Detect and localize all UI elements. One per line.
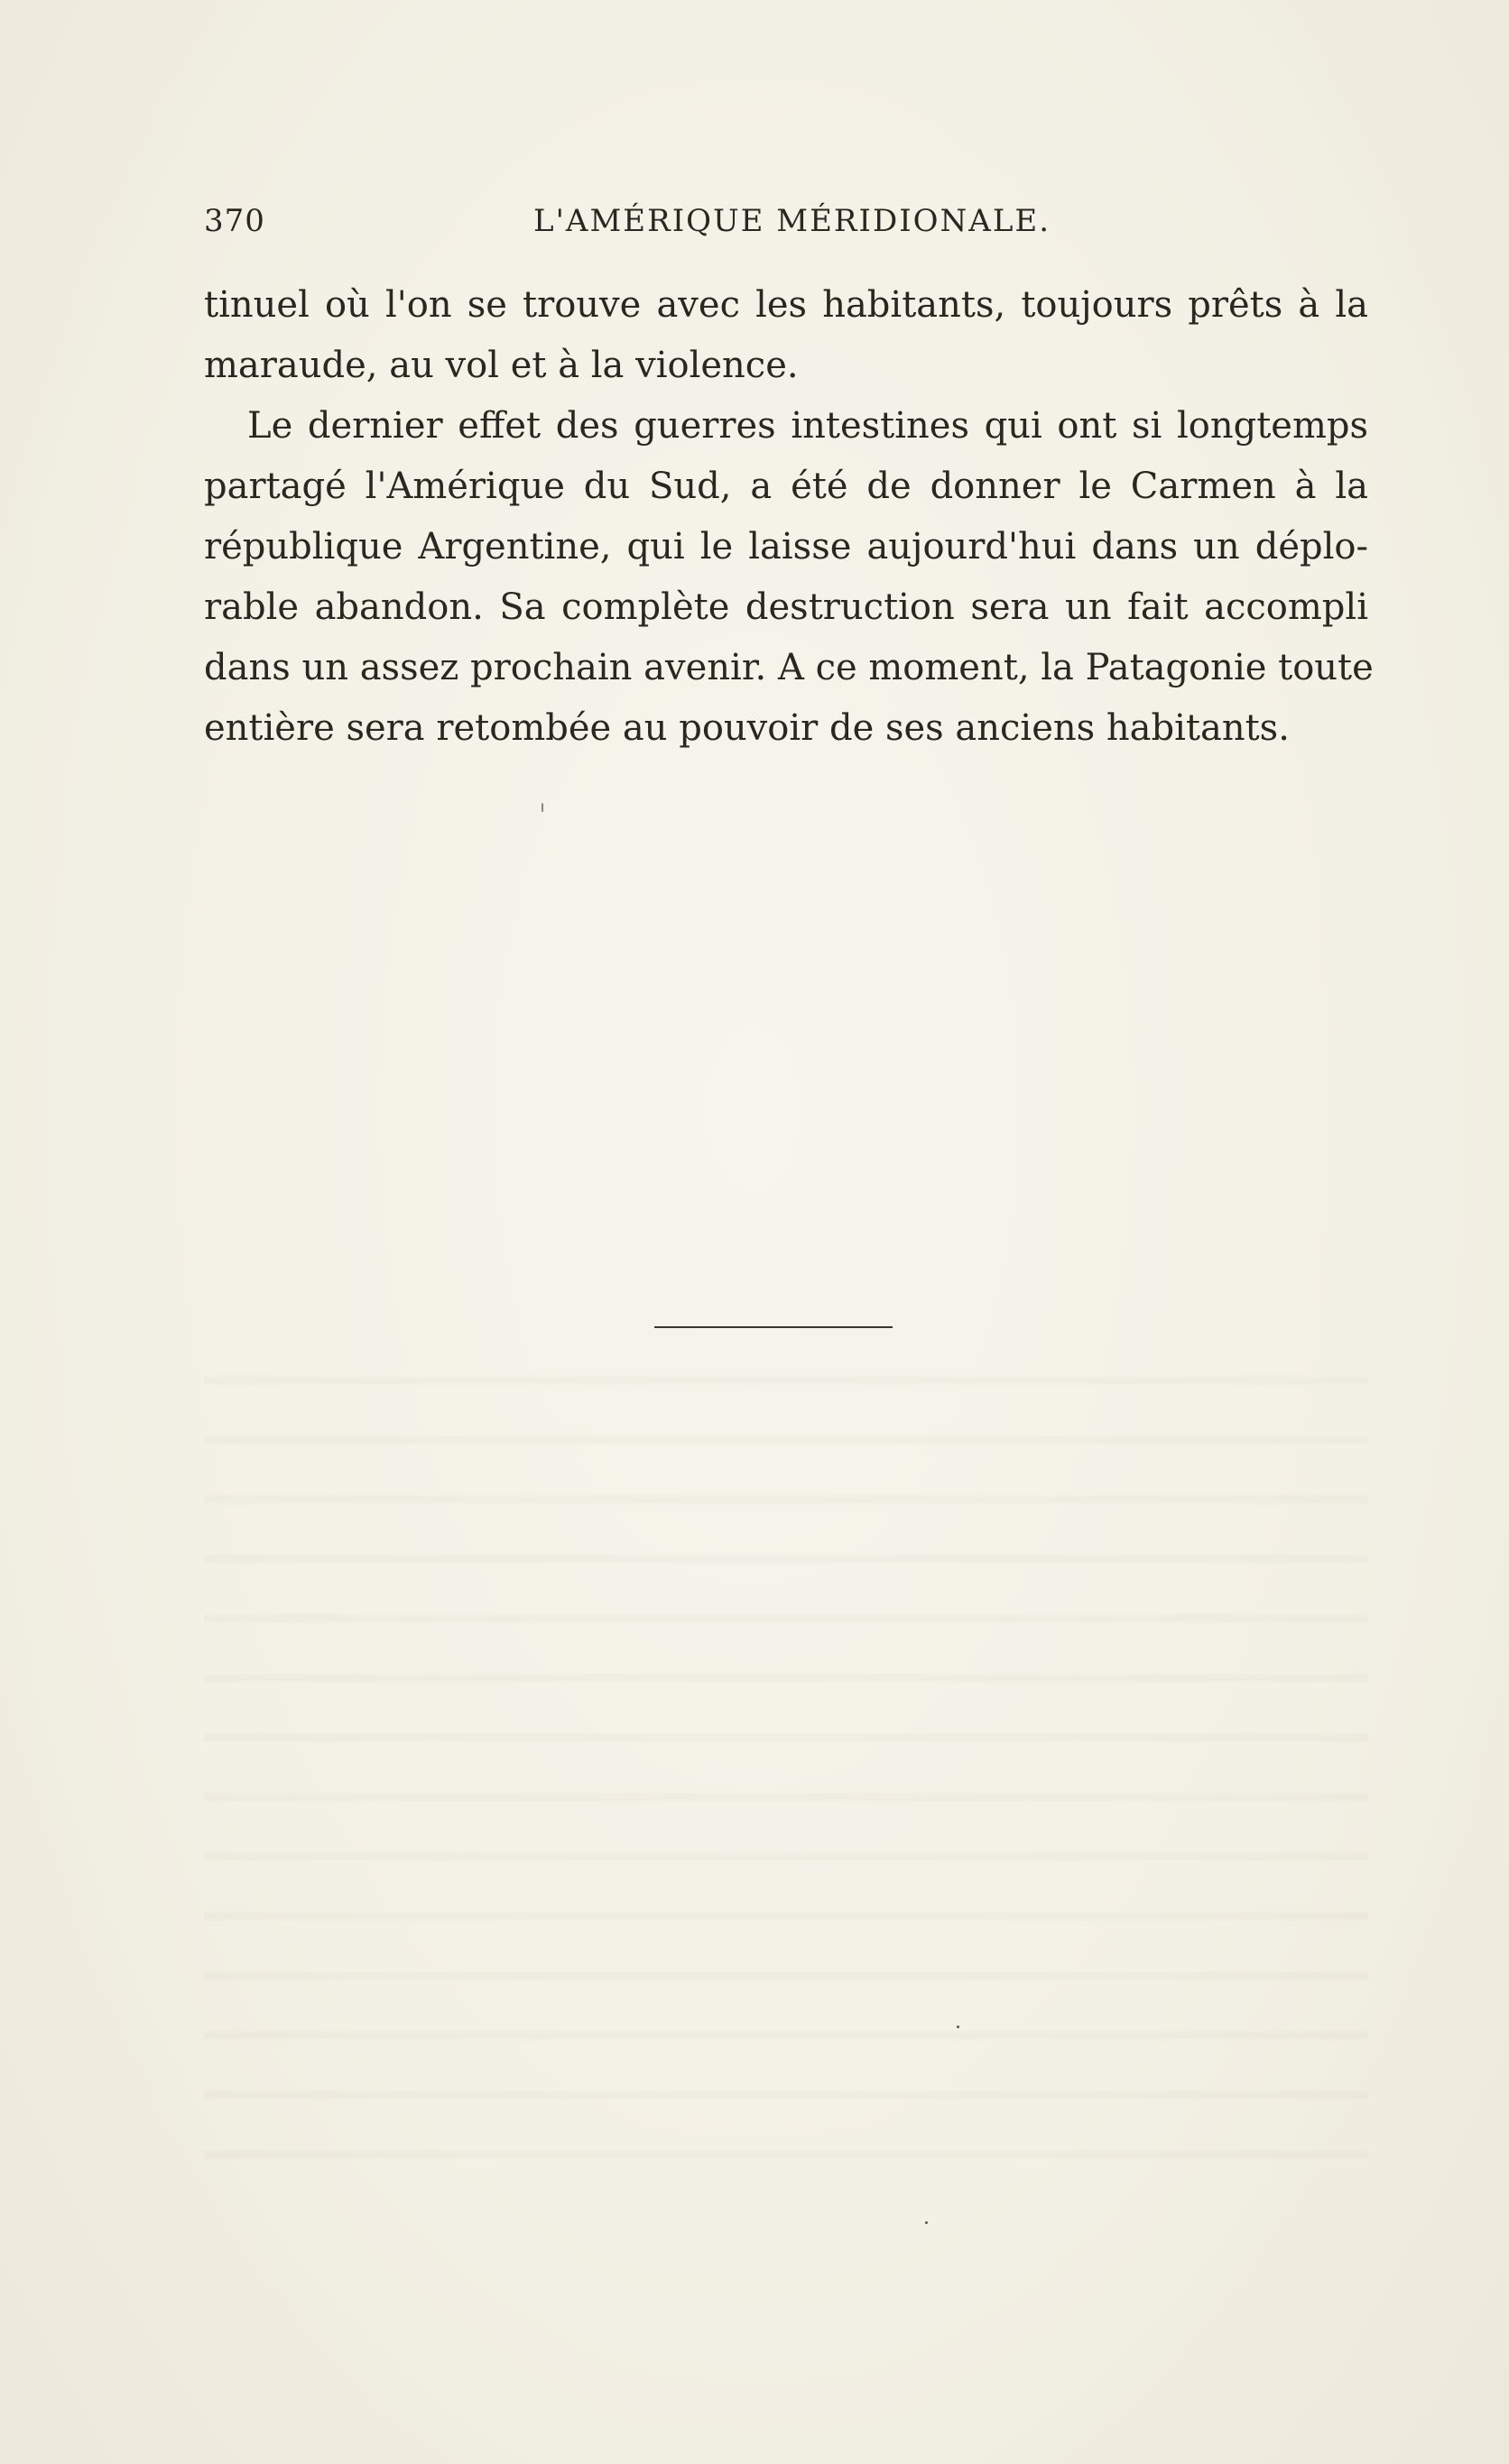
page-number: 370 <box>204 203 265 239</box>
body-text <box>204 275 1374 759</box>
section-end-rule <box>654 1326 893 1328</box>
running-title: L'AMÉRIQUE MÉRIDIONALE. <box>533 203 1051 239</box>
text-line: partagé l'Amérique du Sud, a été de donner le Carmen à la <box>204 466 1368 507</box>
page-header <box>204 203 1368 248</box>
text-line: maraude, au vol et à la violence. <box>204 345 799 386</box>
text-line: république Argentine, qui le laisse aujourd'hui dans un déplo- <box>204 526 1368 568</box>
reverse-page-show-through <box>204 1335 1368 2201</box>
paragraph-first-line: Le dernier effet des guerres intestines qui ont si longtemps <box>247 405 1368 447</box>
text-line: dans un assez prochain avenir. A ce moment, la Patagonie toute <box>204 647 1374 688</box>
paper-mark <box>542 803 543 812</box>
text-line: tinuel où l'on se trouve avec les habitants, toujours prêts à la <box>204 284 1368 326</box>
text-line: entière sera retombée au pouvoir de ses anciens habitants. <box>204 707 1290 749</box>
ink-speck <box>957 2026 959 2028</box>
text-line: rable abandon. Sa complète destruction sera un fait accompli <box>204 586 1368 628</box>
ink-speck <box>925 2221 928 2224</box>
